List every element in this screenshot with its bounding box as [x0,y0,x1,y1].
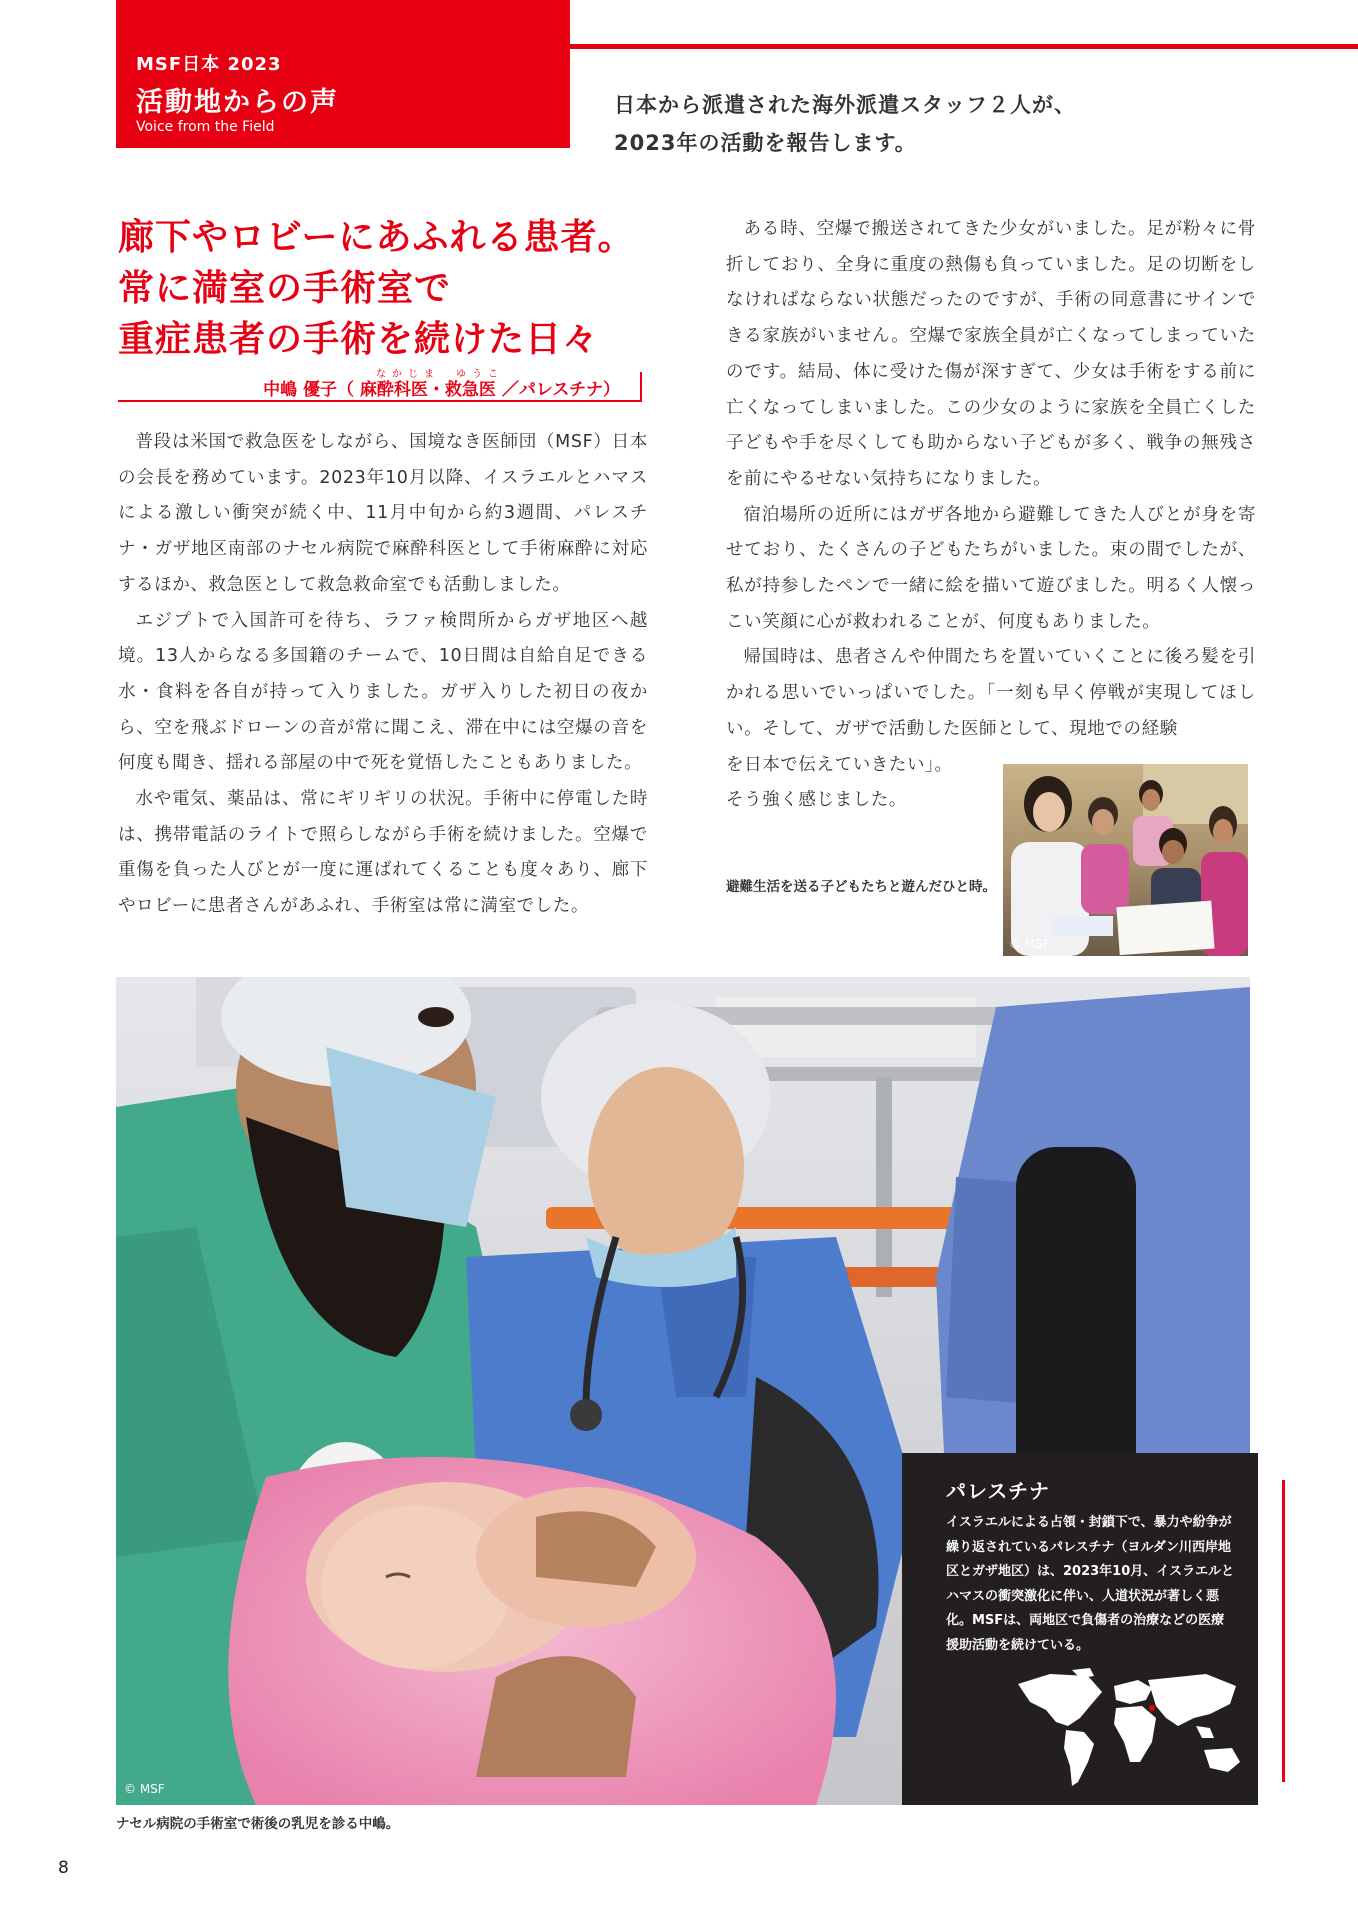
section-subtitle: Voice from the Field [136,119,275,135]
paragraph: 普段は米国で救急医をしながら、国境なき医師団（MSF）日本の会長を務めています。2023年10月以降、イスラエルとハマスによる激しい衝突が続く中、11月中旬から約3週間、パレスチナ・ガザ地区南部のナセル病院で麻酔科医として手術麻酔に対応するほか、救急医として救急救命室でも活動しました。 [118,432,648,595]
paragraph: ある時、空爆で搬送されてきた少女がいました。足が粉々に骨折しており、全身に重度の熱傷も負っていました。足の切断をしなければならない状態だったのですが、手術の同意書にサインできる家族がいません。空爆で家族全員が亡くなってしまっていたのです。結局、体に受けた傷が深すぎて、少女は手術をする前に亡くなってしまいました。この少女のように家族を全員亡くした子どもや手を尽くしても助からない子どもが多く、戦争の無残さを前にやるせない気持ちになりました。 [726,219,1256,489]
section-title: 活動地からの声 [136,87,339,118]
paragraph: 宿泊場所の近所にはガザ各地から避難してきた人びとが身を寄せており、たくさんの子どもたちがいました。束の間でしたが、私が持参したペンで一緒に絵を描いて遊びました。明るく人懐っこい笑顔に心が救われることが、何度もありました。 [726,504,1256,632]
page-number: 8 [58,1858,69,1878]
body-column-left [118,425,648,925]
paragraph: 水や電気、薬品は、常にギリギリの状況。手術中に停電した時は、携帯電話のライトで照らしながら手術を続けました。空爆で重傷を負った人びとが一度に運ばれてくることも度々あり、廊下やロビーに患者さんがあふれ、手術室は常に満室でした。 [118,789,648,917]
large-photo-caption: ナセル病院の手術室で術後の乳児を診る中嶋。 [116,1816,400,1832]
photo-credit: © MSF [124,1782,165,1796]
info-box-rule [1282,1480,1285,1782]
author-name: 中嶋 優子（ 麻酔科医・救急医 ／パレスチナ） [263,380,620,400]
info-box-title: パレスチナ [946,1479,1050,1503]
article-headline [118,212,678,365]
headline-line: 廊下やロビーにあふれる患者。 [118,217,635,258]
photo-credit: © MSF [1009,937,1050,951]
headline-line: 重症患者の手術を続けた日々 [118,319,600,360]
body-column-right [726,212,1256,819]
intro-line: 日本から派遣された海外派遣スタッフ２人が、 [614,93,1076,117]
paragraph-tail: を日本で伝えていきたい」。 [726,754,953,775]
author-byline [118,369,642,402]
paragraph: エジプトで入国許可を待ち、ラファ検問所からガザ地区へ越境。13人からなる多国籍のチームで、10日間は自給自足できる水・食料を各自が持って入りました。ガザ入りした初日の夜から、空を飛ぶドローンの音が常に聞こえ、滞在中には空爆の音を何度も聞き、揺れる部屋の中で死を覚悟したこともありました。 [118,610,648,774]
intro-text [614,86,1076,162]
paragraph: 帰国時は、患者さんや仲間たちを置いていくことに後ろ髪を引かれる思いでいっぱいでした。「一刻も早く停戦が実現してほしい。そして、ガザで活動した医師として、現地での経験 [726,647,1256,739]
header-rule [570,44,1358,49]
headline-line: 常に満室の手術室で [118,268,452,309]
intro-line: 2023年の活動を報告します。 [614,131,917,155]
info-box-text: イスラエルによる占領・封鎖下で、暴力や紛争が繰り返されているパレスチナ（ヨルダン川西岸地区とガザ地区）は、2023年10月、イスラエルとハマスの衝突激化に伴い、人道状況が著しく悪化。MSFは、両地区で負傷者の治療などの医療援助活動を続けている。 [946,1515,1235,1653]
edition-label: MSF日本 2023 [136,54,282,75]
section-header [116,0,570,148]
paragraph-tail: そう強く感じました。 [726,790,907,811]
small-photo-caption: 避難生活を送る子どもたちと遊んだひと時。 [726,879,996,895]
world-map-icon [1010,1666,1248,1794]
author-ruby: なかじま ゆうこ [376,369,504,380]
children-photo [1003,764,1248,956]
